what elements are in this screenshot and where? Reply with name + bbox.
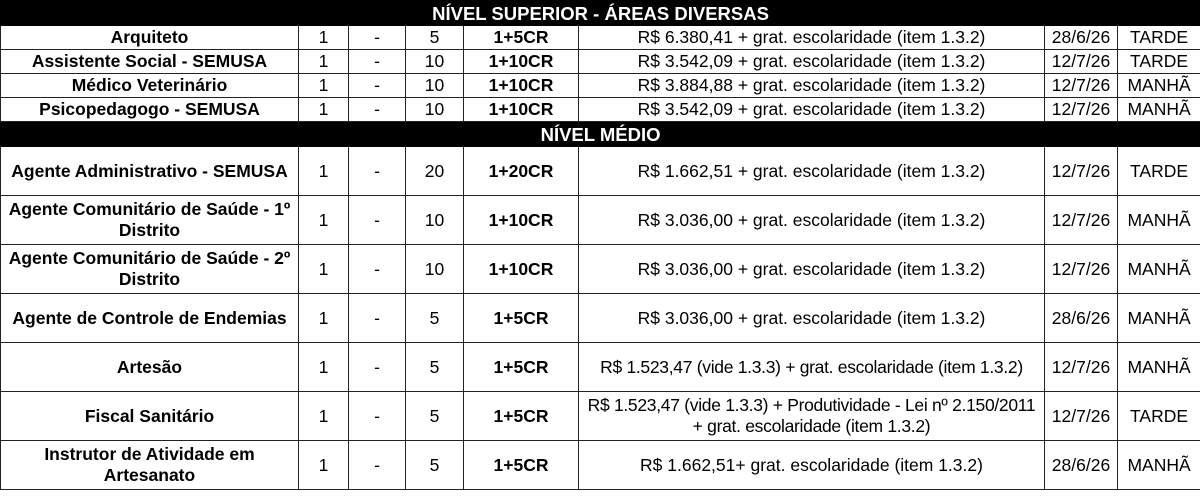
ampla-cell: 1 bbox=[299, 147, 349, 196]
total-cell: 1+10CR bbox=[464, 245, 579, 294]
data-cell: 12/7/26 bbox=[1045, 74, 1118, 98]
cargo-cell: Instrutor de Atividade em Artesanato bbox=[1, 441, 299, 490]
remuneracao-cell: R$ 3.542,09 + grat. escolaridade (item 1.3.2) bbox=[579, 50, 1045, 74]
table-row bbox=[1, 343, 1200, 392]
pcd-cell: - bbox=[349, 294, 406, 343]
ampla-cell: 1 bbox=[299, 392, 349, 441]
pcd-cell: - bbox=[349, 74, 406, 98]
cr-cell: 20 bbox=[406, 147, 464, 196]
ampla-cell: 1 bbox=[299, 441, 349, 490]
pcd-cell: - bbox=[349, 26, 406, 50]
pcd-cell: - bbox=[349, 147, 406, 196]
remuneracao-cell: R$ 3.884,88 + grat. escolaridade (item 1.3.2) bbox=[579, 74, 1045, 98]
data-cell: 12/7/26 bbox=[1045, 343, 1118, 392]
data-cell: 12/7/26 bbox=[1045, 245, 1118, 294]
data-cell: 12/7/26 bbox=[1045, 147, 1118, 196]
pcd-cell: - bbox=[349, 98, 406, 122]
cr-cell: 5 bbox=[406, 294, 464, 343]
pcd-cell: - bbox=[349, 441, 406, 490]
table-row bbox=[1, 98, 1200, 122]
data-cell: 28/6/26 bbox=[1045, 294, 1118, 343]
pcd-cell: - bbox=[349, 392, 406, 441]
total-cell: 1+10CR bbox=[464, 98, 579, 122]
cr-cell: 10 bbox=[406, 50, 464, 74]
cargo-cell: Artesão bbox=[1, 343, 299, 392]
table-row bbox=[1, 26, 1200, 50]
total-cell: 1+5CR bbox=[464, 343, 579, 392]
total-cell: 1+5CR bbox=[464, 441, 579, 490]
total-cell: 1+10CR bbox=[464, 50, 579, 74]
table-row bbox=[1, 441, 1200, 490]
total-cell: 1+10CR bbox=[464, 196, 579, 245]
cargo-cell: Agente Comunitário de Saúde - 1º Distrito bbox=[1, 196, 299, 245]
section-header-nivel-superior bbox=[1, 1, 1200, 26]
total-cell: 1+10CR bbox=[464, 74, 579, 98]
total-cell: 1+5CR bbox=[464, 294, 579, 343]
data-cell: 28/6/26 bbox=[1045, 26, 1118, 50]
pcd-cell: - bbox=[349, 196, 406, 245]
table-row bbox=[1, 245, 1200, 294]
turno-cell: MANHÃ bbox=[1118, 74, 1200, 98]
ampla-cell: 1 bbox=[299, 74, 349, 98]
ampla-cell: 1 bbox=[299, 294, 349, 343]
cargo-cell: Fiscal Sanitário bbox=[1, 392, 299, 441]
cr-cell: 5 bbox=[406, 343, 464, 392]
data-cell: 12/7/26 bbox=[1045, 50, 1118, 74]
cargo-cell: Agente Comunitário de Saúde - 2º Distrito bbox=[1, 245, 299, 294]
remuneracao-cell: R$ 1.523,47 (vide 1.3.3) + Produtividade - Lei nº 2.150/2011 + grat. escolaridade (item 1.3.2) bbox=[579, 392, 1045, 441]
pcd-cell: - bbox=[349, 50, 406, 74]
data-cell: 28/6/26 bbox=[1045, 441, 1118, 490]
turno-cell: MANHÃ bbox=[1118, 343, 1200, 392]
pcd-cell: - bbox=[349, 343, 406, 392]
turno-cell: MANHÃ bbox=[1118, 98, 1200, 122]
cr-cell: 10 bbox=[406, 196, 464, 245]
data-cell: 12/7/26 bbox=[1045, 98, 1118, 122]
remuneracao-cell: R$ 3.036,00 + grat. escolaridade (item 1.3.2) bbox=[579, 245, 1045, 294]
cargo-cell: Arquiteto bbox=[1, 26, 299, 50]
total-cell: 1+5CR bbox=[464, 26, 579, 50]
remuneracao-cell: R$ 3.036,00 + grat. escolaridade (item 1.3.2) bbox=[579, 294, 1045, 343]
turno-cell: MANHÃ bbox=[1118, 245, 1200, 294]
cr-cell: 5 bbox=[406, 441, 464, 490]
ampla-cell: 1 bbox=[299, 26, 349, 50]
turno-cell: TARDE bbox=[1118, 147, 1200, 196]
table-row bbox=[1, 294, 1200, 343]
pcd-cell: - bbox=[349, 245, 406, 294]
table-row bbox=[1, 392, 1200, 441]
turno-cell: MANHÃ bbox=[1118, 441, 1200, 490]
remuneracao-cell: R$ 3.542,09 + grat. escolaridade (item 1.3.2) bbox=[579, 98, 1045, 122]
table-row bbox=[1, 147, 1200, 196]
turno-cell: MANHÃ bbox=[1118, 294, 1200, 343]
cargo-cell: Agente Administrativo - SEMUSA bbox=[1, 147, 299, 196]
cr-cell: 5 bbox=[406, 26, 464, 50]
cargo-cell: Médico Veterinário bbox=[1, 74, 299, 98]
remuneracao-cell: R$ 1.523,47 (vide 1.3.3) + grat. escolaridade (item 1.3.2) bbox=[579, 343, 1045, 392]
cargo-cell: Psicopedagogo - SEMUSA bbox=[1, 98, 299, 122]
remuneracao-cell: R$ 1.662,51+ grat. escolaridade (item 1.3.2) bbox=[579, 441, 1045, 490]
cargo-cell: Agente de Controle de Endemias bbox=[1, 294, 299, 343]
ampla-cell: 1 bbox=[299, 245, 349, 294]
cr-cell: 10 bbox=[406, 74, 464, 98]
ampla-cell: 1 bbox=[299, 196, 349, 245]
turno-cell: TARDE bbox=[1118, 26, 1200, 50]
cr-cell: 5 bbox=[406, 392, 464, 441]
data-cell: 12/7/26 bbox=[1045, 392, 1118, 441]
section-header-nivel-medio bbox=[1, 122, 1200, 147]
section-title: NÍVEL MÉDIO bbox=[1, 122, 1200, 147]
table-row bbox=[1, 50, 1200, 74]
turno-cell: TARDE bbox=[1118, 50, 1200, 74]
total-cell: 1+5CR bbox=[464, 392, 579, 441]
turno-cell: MANHÃ bbox=[1118, 196, 1200, 245]
section-title: NÍVEL SUPERIOR - ÁREAS DIVERSAS bbox=[1, 1, 1200, 26]
remuneracao-cell: R$ 3.036,00 + grat. escolaridade (item 1.3.2) bbox=[579, 196, 1045, 245]
cr-cell: 10 bbox=[406, 245, 464, 294]
cr-cell: 10 bbox=[406, 98, 464, 122]
total-cell: 1+20CR bbox=[464, 147, 579, 196]
table-row bbox=[1, 74, 1200, 98]
table-row bbox=[1, 196, 1200, 245]
remuneracao-cell: R$ 1.662,51 + grat. escolaridade (item 1.3.2) bbox=[579, 147, 1045, 196]
ampla-cell: 1 bbox=[299, 98, 349, 122]
cargo-cell: Assistente Social - SEMUSA bbox=[1, 50, 299, 74]
ampla-cell: 1 bbox=[299, 343, 349, 392]
turno-cell: TARDE bbox=[1118, 392, 1200, 441]
ampla-cell: 1 bbox=[299, 50, 349, 74]
data-cell: 12/7/26 bbox=[1045, 196, 1118, 245]
remuneracao-cell: R$ 6.380,41 + grat. escolaridade (item 1.3.2) bbox=[579, 26, 1045, 50]
